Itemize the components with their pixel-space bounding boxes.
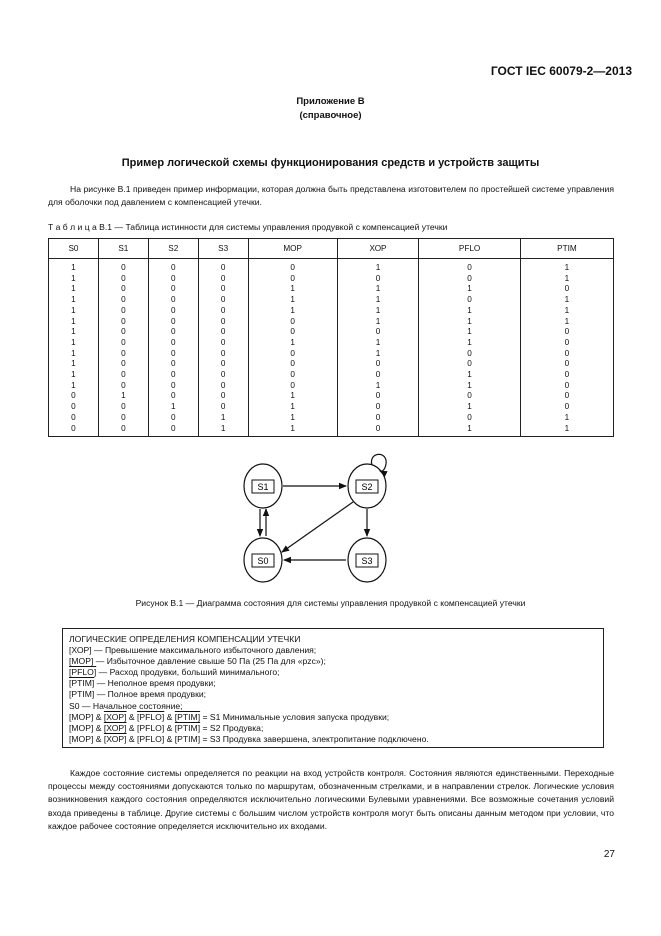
table-row [49, 381, 614, 392]
table-cell: 1 [419, 402, 520, 413]
table-cell: 0 [98, 424, 148, 437]
table-cell: 1 [198, 413, 248, 424]
table-cell: 0 [148, 274, 198, 285]
table-cell: 0 [98, 370, 148, 381]
table-cell: 1 [49, 306, 99, 317]
table-cell: 1 [49, 274, 99, 285]
table-row [49, 370, 614, 381]
table-cell: 0 [520, 284, 613, 295]
table-cell: 1 [248, 284, 337, 295]
table-cell: 0 [148, 284, 198, 295]
table-cell: 1 [337, 317, 419, 328]
table-cell: 0 [248, 327, 337, 338]
table-cell: 0 [198, 349, 248, 360]
table-cell: 0 [419, 259, 520, 274]
table-cell: 0 [248, 359, 337, 370]
state-s2-label: S2 [361, 482, 373, 492]
table-cell: 0 [198, 381, 248, 392]
table-cell: 1 [248, 402, 337, 413]
table-row [49, 413, 614, 424]
table-row [49, 306, 614, 317]
table-row [49, 259, 614, 274]
table-cell: 0 [520, 381, 613, 392]
annex-title: Приложение В [296, 96, 365, 107]
table-row [49, 349, 614, 360]
table-row [49, 327, 614, 338]
table-cell: 0 [520, 327, 613, 338]
table-cell: 1 [520, 317, 613, 328]
table-cell: 0 [98, 338, 148, 349]
table-cell: 0 [98, 359, 148, 370]
table-cell: 1 [49, 327, 99, 338]
table-cell: 0 [520, 370, 613, 381]
table-cell: 0 [520, 338, 613, 349]
table-cell: 1 [49, 349, 99, 360]
table-cell: 0 [198, 284, 248, 295]
table-cell: 1 [148, 402, 198, 413]
table-cell: 1 [419, 424, 520, 437]
table-cell: 1 [337, 349, 419, 360]
table-cell: 1 [337, 338, 419, 349]
table-cell: 1 [419, 381, 520, 392]
table-cell: 0 [98, 402, 148, 413]
section-heading: Пример логической схемы функционирования средств и устройств защиты [121, 157, 540, 169]
table-caption: Т а б л и ц а В.1 — Таблица истинности для системы управления продувкой с компенсацией утечки [48, 222, 448, 232]
state-s1 [244, 464, 282, 508]
table-cell: 1 [49, 259, 99, 274]
definition-ptim: [PTIM] — Полное время продувки; [69, 689, 207, 700]
table-cell: 1 [520, 424, 613, 437]
table-cell: 0 [98, 295, 148, 306]
table-header-cell: PTIM [520, 239, 613, 259]
table-row [49, 295, 614, 306]
table-header-cell: S0 [49, 239, 99, 259]
table-cell: 1 [419, 284, 520, 295]
equation-s1: [МОР] & [ХОР] & [PFLO] & [PTIM] = S1 Минимальные условия запуска продувки; [69, 711, 390, 722]
table-cell: 0 [337, 327, 419, 338]
table-cell: 0 [98, 284, 148, 295]
table-cell: 1 [419, 338, 520, 349]
table-cell: 0 [198, 338, 248, 349]
state-s0 [244, 538, 282, 582]
table-cell: 0 [148, 359, 198, 370]
table-cell: 1 [49, 317, 99, 328]
table-cell: 0 [419, 413, 520, 424]
table-cell: 1 [337, 295, 419, 306]
table-cell: 1 [248, 295, 337, 306]
table-cell: 1 [49, 295, 99, 306]
standard-designation: ГОСТ IEC 60079-2—2013 [490, 64, 632, 78]
table-cell: 1 [520, 274, 613, 285]
table-cell: 1 [419, 370, 520, 381]
state-s3 [348, 538, 386, 582]
annex-header [0, 95, 661, 123]
figure-caption: Рисунок В.1 — Диаграмма состояния для системы управления продувкой с компенсацией утечки [135, 598, 526, 608]
definitions-title: ЛОГИЧЕСКИЕ ОПРЕДЕЛЕНИЯ КОМПЕНСАЦИИ УТЕЧКИ [69, 634, 301, 644]
equation-s3: [МОР] & [ХОР] & [PFLO] & [PTIM] = S3 Продувка завершена, электропитание подключено. [69, 733, 429, 744]
definition-ptim-negated: [PTIM] — Неполное время продувки; [69, 678, 216, 689]
table-cell: 0 [148, 370, 198, 381]
table-cell: 1 [520, 413, 613, 424]
table-cell: 1 [419, 317, 520, 328]
state-s3-label: S3 [361, 556, 373, 566]
table-cell: 1 [248, 338, 337, 349]
table-cell: 0 [520, 391, 613, 402]
table-cell: 0 [248, 370, 337, 381]
table-row [49, 424, 614, 437]
table-header-cell: PFLO [419, 239, 520, 259]
table-cell: 0 [148, 413, 198, 424]
table-cell: 0 [148, 424, 198, 437]
table-cell: 0 [337, 370, 419, 381]
table-cell: 0 [148, 295, 198, 306]
table-cell: 1 [248, 424, 337, 437]
table-cell: 0 [198, 370, 248, 381]
equation-s2: [МОР] & [ХОР] & [PFLO] & [PTIM] = S2 Продувка; [69, 722, 264, 733]
table-cell: 0 [337, 274, 419, 285]
table-cell: 0 [198, 306, 248, 317]
table-cell: 0 [148, 306, 198, 317]
table-cell: 0 [419, 274, 520, 285]
table-row [49, 391, 614, 402]
table-cell: 0 [198, 317, 248, 328]
table-header-cell: S1 [98, 239, 148, 259]
table-cell: 0 [198, 274, 248, 285]
table-cell: 1 [419, 327, 520, 338]
table-cell: 1 [248, 391, 337, 402]
table-cell: 0 [337, 391, 419, 402]
table-cell: 0 [198, 259, 248, 274]
truth-table [48, 238, 614, 437]
table-cell: 0 [198, 402, 248, 413]
table-cell: 0 [198, 295, 248, 306]
table-cell: 0 [520, 402, 613, 413]
table-cell: 0 [419, 295, 520, 306]
table-cell: 0 [419, 349, 520, 360]
logic-definitions-box [62, 628, 604, 748]
table-cell: 0 [98, 349, 148, 360]
table-cell: 0 [98, 306, 148, 317]
table-cell: 0 [248, 274, 337, 285]
table-cell: 0 [49, 424, 99, 437]
table-cell: 0 [49, 391, 99, 402]
table-header-cell: ХОР [337, 239, 419, 259]
table-cell: 0 [98, 327, 148, 338]
table-cell: 1 [248, 413, 337, 424]
state-diagram [210, 450, 410, 590]
definition-pflo-negated: [PFLO] — Расход продувки, больший минимального; [69, 667, 280, 678]
table-cell: 1 [98, 391, 148, 402]
table-cell: 0 [49, 413, 99, 424]
table-header-cell: S3 [198, 239, 248, 259]
table-cell: 0 [337, 413, 419, 424]
table-cell: 0 [419, 359, 520, 370]
table-cell: 1 [248, 306, 337, 317]
table-cell: 0 [148, 338, 198, 349]
table-cell: 0 [98, 317, 148, 328]
table-cell: 0 [337, 424, 419, 437]
table-cell: 0 [148, 259, 198, 274]
table-cell: 0 [98, 413, 148, 424]
table-cell: 1 [337, 306, 419, 317]
table-cell: 1 [520, 259, 613, 274]
table-cell: 1 [337, 381, 419, 392]
table-cell: 1 [337, 259, 419, 274]
table-cell: 0 [148, 349, 198, 360]
definition-mop: [МОР] — Избыточное давление свыше 50 Па (25 Па для «pzc»); [69, 656, 326, 667]
table-body [49, 259, 614, 437]
table-cell: 0 [248, 349, 337, 360]
table-cell: 0 [148, 381, 198, 392]
table-row [49, 359, 614, 370]
table-cell: 1 [49, 370, 99, 381]
annex-subtitle: (справочное) [299, 110, 362, 121]
table-row [49, 274, 614, 285]
table-row [49, 338, 614, 349]
table-cell: 1 [337, 284, 419, 295]
table-cell: 0 [520, 349, 613, 360]
table-cell: 0 [98, 274, 148, 285]
intro-paragraph: На рисунке В.1 приведен пример информации, которая должна быть представлена изготовителем по простейшей системе управления для оболочки под давлением с компенсацией утечки. [48, 184, 614, 207]
table-cell: 0 [248, 317, 337, 328]
table-cell: 0 [337, 402, 419, 413]
table-header-row [49, 239, 614, 259]
table-cell: 0 [148, 317, 198, 328]
table-cell: 0 [419, 391, 520, 402]
table-cell: 0 [248, 381, 337, 392]
table-row [49, 284, 614, 295]
table-cell: 0 [248, 259, 337, 274]
table-cell: 0 [198, 359, 248, 370]
table-cell: 0 [337, 359, 419, 370]
table-cell: 0 [520, 359, 613, 370]
table-row [49, 402, 614, 413]
table-cell: 1 [49, 284, 99, 295]
table-cell: 1 [49, 359, 99, 370]
table-cell: 1 [520, 306, 613, 317]
table-cell: 1 [419, 306, 520, 317]
table-cell: 1 [49, 381, 99, 392]
definition-xop: [ХОР] — Превышение максимального избыточного давления; [69, 645, 317, 656]
table-cell: 1 [49, 338, 99, 349]
table-cell: 0 [148, 327, 198, 338]
transition-s2-s0 [282, 502, 353, 552]
table-cell: 0 [98, 381, 148, 392]
table-cell: 0 [49, 402, 99, 413]
table-header-cell: МОР [248, 239, 337, 259]
definition-s0: S0 — Начальное состояние; [69, 700, 183, 711]
page-number: 27 [603, 849, 615, 860]
table-cell: 0 [198, 327, 248, 338]
table-cell: 1 [520, 295, 613, 306]
table-row [49, 317, 614, 328]
table-header-cell: S2 [148, 239, 198, 259]
table-cell: 0 [148, 391, 198, 402]
table-cell: 0 [98, 259, 148, 274]
state-s1-label: S1 [257, 482, 269, 492]
table-cell: 0 [198, 391, 248, 402]
state-s0-label: S0 [257, 556, 269, 566]
body-paragraph: Каждое состояние системы определяется по реакции на вход устройств контроля. Состояния являются единственными. Переходные процессы между состояниями допускаются только по маршрутам, обозначенным стрелками, и в направлении стрелок. Логические условия возникновения каждого состояния определяются исключительно логическими Булевыми уравнениями. Все возможные сочетания условий входа приведены в таблице. Другие системы с большим числом устройств контроля могут быть описаны данным методом при условии, что каждое рабочее состояние определяется исключительно их входами. [48, 768, 614, 831]
table-cell: 1 [198, 424, 248, 437]
